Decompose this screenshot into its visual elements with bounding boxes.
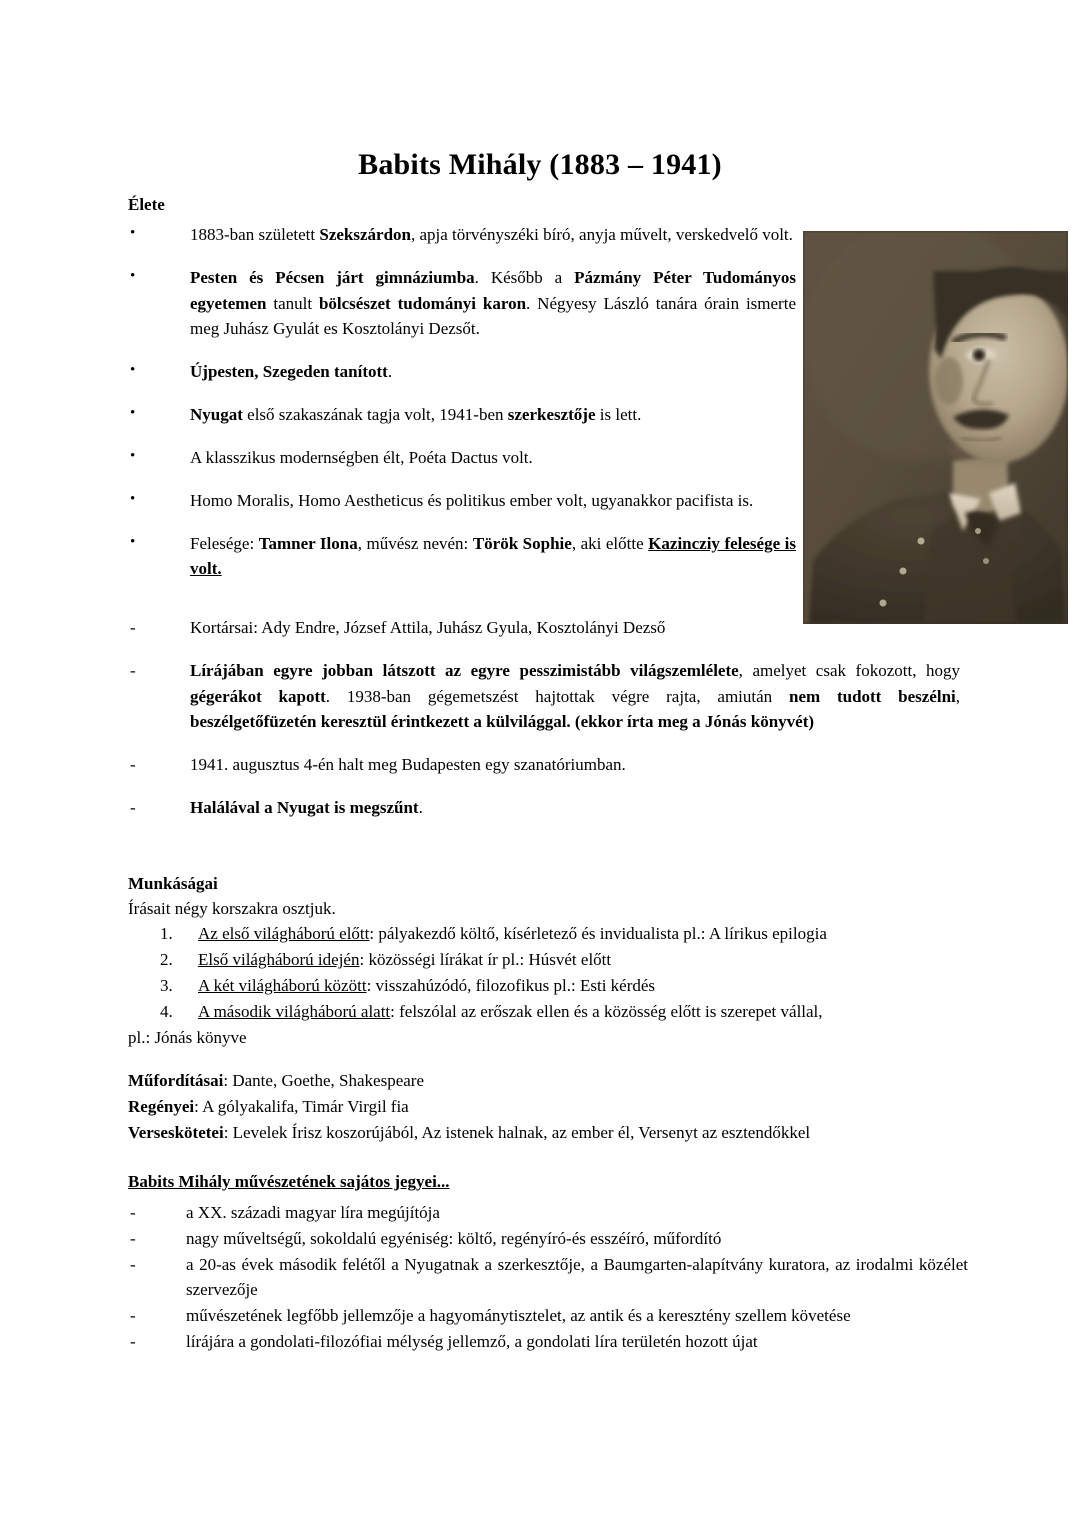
text-run: Lírájában egyre jobban látszott az egyre pesszimistább világszemlélete xyxy=(190,660,739,680)
catalog-label: Műfordításai xyxy=(128,1071,224,1090)
list-item xyxy=(128,1303,968,1329)
list-item xyxy=(128,752,960,778)
life-bullet-list xyxy=(128,222,796,582)
text-run: Felesége: xyxy=(190,533,259,553)
catalog-row xyxy=(128,1094,988,1120)
section-heading-traits: Babits Mihály művészetének sajátos jegyei... xyxy=(128,1172,450,1191)
text-run: Pázmány Péter Tudományos egyetemen xyxy=(190,267,796,313)
catalog-label: Regényei xyxy=(128,1096,195,1116)
works-period-item xyxy=(128,947,968,973)
portrait-photo xyxy=(803,231,1068,624)
list-number: 1. xyxy=(160,924,173,944)
list-number: 4. xyxy=(160,1001,173,1021)
period-text: : visszahúzódó, filozofikus pl.: Esti kérdés xyxy=(366,975,656,995)
catalog-row xyxy=(128,1068,988,1094)
list-marker-icon: - xyxy=(130,618,136,637)
section-heading-munkasagai: Munkáságai xyxy=(128,874,218,893)
text-run: nem tudott beszélni xyxy=(788,686,956,706)
list-marker-icon: - xyxy=(130,1228,136,1248)
list-item xyxy=(128,1329,968,1355)
list-number: 3. xyxy=(160,975,173,995)
works-period-list xyxy=(128,921,968,1024)
catalog-label: Verseskötetei xyxy=(128,1122,224,1142)
list-item xyxy=(128,795,960,821)
text-run: 1883-ban született xyxy=(190,225,320,244)
text-run: Szekszárdon xyxy=(319,225,411,244)
list-item xyxy=(128,615,960,641)
list-marker-icon: • xyxy=(130,447,136,464)
works-period-item xyxy=(128,973,968,999)
list-marker-icon: • xyxy=(130,362,136,379)
list-marker-icon: • xyxy=(130,490,136,507)
text-run: Kazincziy felesége is volt. xyxy=(190,533,797,579)
list-item xyxy=(128,1226,968,1252)
list-item-text: művészetének legfőbb jellemzője a hagyománytisztelet, az antik és a keresztény szellem követése xyxy=(186,1306,851,1326)
text-run: . xyxy=(418,798,423,818)
text-run: szerkesztője xyxy=(507,405,596,425)
list-marker-icon: • xyxy=(130,533,136,550)
text-run: tanult xyxy=(266,293,319,313)
list-item xyxy=(128,265,796,342)
list-item xyxy=(128,359,796,385)
works-lead: Írásait négy korszakra osztjuk. xyxy=(128,898,336,918)
text-run: . xyxy=(387,362,393,382)
list-item xyxy=(128,488,796,514)
catalog-value: : Levelek Írisz koszorújából, Az istenek halnak, az ember él, Versenyt az esztendőkkel xyxy=(223,1122,811,1142)
works-section xyxy=(128,872,968,1050)
text-run: , aki előtte xyxy=(571,533,649,553)
text-run: gégerákot kapott xyxy=(190,686,326,706)
list-item-text: a XX. századi magyar líra megújítója xyxy=(186,1203,440,1222)
catalog-value: : A gólyakalifa, Timár Virgil fia xyxy=(194,1096,409,1116)
text-run: Török Sophie xyxy=(472,533,572,553)
catalog-list xyxy=(128,1068,988,1145)
text-run: Halálával a Nyugat is megszűnt xyxy=(190,798,419,818)
text-run: , művész nevén: xyxy=(357,533,473,553)
traits-list xyxy=(128,1200,968,1355)
list-item xyxy=(128,658,960,735)
list-item xyxy=(128,402,796,428)
text-run: 1941. augusztus 4-én halt meg Budapesten egy szanatóriumban. xyxy=(190,755,626,775)
list-marker-icon: - xyxy=(130,1203,136,1222)
section-heading-elete: Élete xyxy=(128,195,165,214)
text-run: is lett. xyxy=(595,405,642,425)
list-item xyxy=(128,1200,968,1226)
list-number: 2. xyxy=(160,950,173,970)
text-run: , amelyet csak fokozott, hogy xyxy=(738,660,960,680)
text-run: beszélgetőfüzetén keresztül érintkezett a külvilággal. (ekkor írta meg a Jónás könyvét) xyxy=(190,712,815,732)
list-item xyxy=(128,445,796,471)
works-period-item xyxy=(128,999,968,1025)
text-run: , xyxy=(955,686,961,706)
list-marker-icon: - xyxy=(130,1332,136,1352)
period-text: : közösségi lírákat ír pl.: Húsvét előtt xyxy=(359,950,612,970)
life-dash-list xyxy=(128,615,960,821)
text-run: A klasszikus modernségben élt, Poéta Dactus volt. xyxy=(190,447,533,467)
works-period-item xyxy=(128,921,968,947)
list-marker-icon: - xyxy=(130,660,136,680)
list-item xyxy=(128,222,796,248)
list-marker-icon: - xyxy=(130,1306,136,1326)
text-run: . Négyesy László tanára órain ismerte meg Juhász Gyulát es Kosztolányi Dezsőt. xyxy=(190,293,796,339)
text-run: , apja törvényszéki bíró, anyja művelt, verskedvelő volt. xyxy=(410,225,793,244)
period-label: Az első világháború előtt xyxy=(198,924,370,944)
text-run: Homo Moralis, Homo Aestheticus és politikus ember volt, ugyanakkor pacifista is. xyxy=(190,490,754,510)
text-run: . Később a xyxy=(474,267,575,287)
list-item-text: nagy műveltségű, sokoldalú egyéniség: költő, regényíró-és esszéíró, műfordító xyxy=(186,1228,722,1248)
list-item-text: lírájára a gondolati-filozófiai mélység jellemző, a gondolati líra területén hozott újat xyxy=(186,1332,758,1352)
list-item-text: a 20-as évek második felétől a Nyugatnak a szerkesztője, a Baumgarten-alapítvány kuratora, az irodalmi közélet szervezője xyxy=(186,1254,968,1300)
list-marker-icon: - xyxy=(130,1254,136,1274)
catalog-row xyxy=(128,1120,988,1146)
catalog-value: : Dante, Goethe, Shakespeare xyxy=(223,1071,425,1090)
list-marker-icon: • xyxy=(130,267,136,284)
period-text: : felszólal az erőszak ellen és a közösség előtt is szerepet vállal, xyxy=(390,1001,823,1021)
list-item xyxy=(128,531,796,583)
period-label: Első világháború idején xyxy=(198,950,360,970)
text-run: bölcsészet tudományi karon xyxy=(318,293,527,313)
text-run: Újpesten, Szegeden tanított xyxy=(190,362,388,382)
page-title: Babits Mihály (1883 – 1941) xyxy=(358,148,722,182)
period-text: : pályakezdő költő, kísérletező és invidualista pl.: A lírikus epilogia xyxy=(369,924,827,944)
text-run: Kortársai: Ady Endre, József Attila, Juhász Gyula, Kosztolányi Dezső xyxy=(190,618,666,637)
text-run: Tamner Ilona xyxy=(258,533,358,553)
text-run: Nyugat xyxy=(190,405,243,425)
list-marker-icon: - xyxy=(130,755,136,775)
list-marker-icon: • xyxy=(130,225,136,241)
works-tail: pl.: Jónás könyve xyxy=(128,1027,247,1047)
list-marker-icon: - xyxy=(130,798,136,818)
list-marker-icon: • xyxy=(130,405,136,422)
list-item xyxy=(128,1252,968,1304)
text-run: Pesten és Pécsen járt gimnáziumba xyxy=(190,267,475,287)
period-label: A második világháború alatt xyxy=(198,1001,391,1021)
text-run: első szakaszának tagja volt, 1941-ben xyxy=(242,405,508,425)
text-run: . 1938-ban gégemetszést hajtottak végre rajta, amiután xyxy=(325,686,789,706)
period-label: A két világháború között xyxy=(198,975,367,995)
